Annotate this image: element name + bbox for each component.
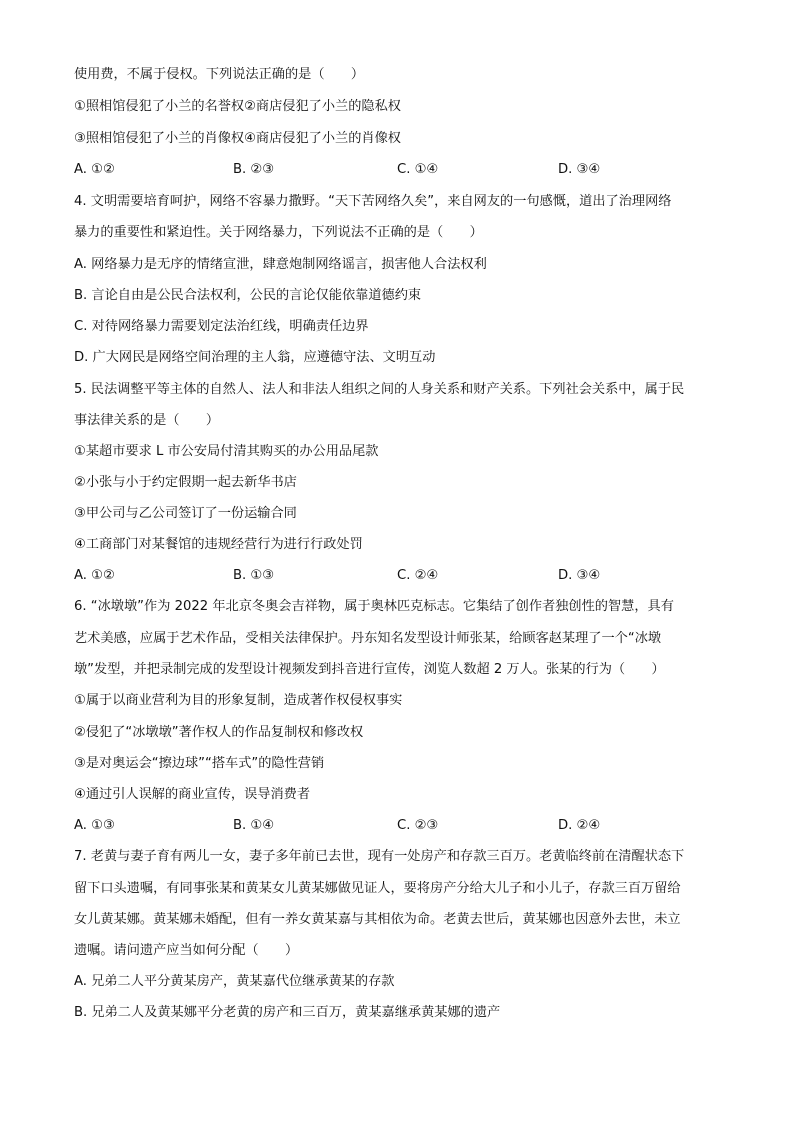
- q7-stem-line-1: 7. 老黄与妻子育有两儿一女，妻子多年前已去世，现有一处房产和存款三百万。老黄临终前在清醒状态下: [74, 849, 685, 864]
- q7-option-b: B. 兄弟二人及黄某娜平分老黄的房产和三百万，黄某嘉继承黄某娜的遗产: [74, 1005, 501, 1020]
- q7-stem-line-3: 女儿黄某娜。黄某娜未婚配，但有一养女黄某嘉与其相依为命。老黄去世后，黄某娜也因意外去世，未立: [74, 912, 681, 927]
- q5-statement-2: ②小张与小于约定假期一起去新华书店: [74, 475, 297, 490]
- q4-option-d: D. 广大网民是网络空间治理的主人翁，应遵德守法、文明互动: [74, 350, 436, 365]
- q7-stem-line-4: 遗嘱。请问遗产应当如何分配（ ）: [74, 943, 299, 958]
- q5-option-d: D. ③④: [558, 568, 601, 583]
- q5-statement-4: ④工商部门对某餐馆的违规经营行为进行行政处罚: [74, 537, 363, 552]
- q6-option-b: B. ①④: [233, 818, 275, 833]
- q6-statement-2: ②侵犯了“冰墩墩”著作权人的作品复制权和修改权: [74, 725, 364, 740]
- q7-stem-line-2: 留下口头遗嘱，有同事张某和黄某女儿黄某娜做见证人，要将房产分给大儿子和小儿子，存款三百万留给: [74, 881, 681, 896]
- q4-stem-line-1: 4. 文明需要培育呵护，网络不容暴力撒野。“天下苦网络久矣”，来自网友的一句感慨，道出了治理网络: [74, 194, 672, 209]
- q7-option-a: A. 兄弟二人平分黄某房产，黄某嘉代位继承黄某的存款: [74, 974, 395, 989]
- q5-option-a: A. ①②: [74, 568, 115, 583]
- q4-option-a: A. 网络暴力是无序的情绪宣泄，肆意炮制网络谣言，损害他人合法权利: [74, 257, 487, 272]
- q6-stem-line-1: 6. “冰墩墩”作为 2022 年北京冬奥会吉祥物，属于奥林匹克标志。它集结了创作者独创性的智慧，具有: [74, 599, 674, 614]
- q5-option-b: B. ①③: [233, 568, 275, 583]
- q5-statement-1: ①某超市要求 L 市公安局付清其购买的办公用品尾款: [74, 444, 379, 459]
- q4-option-c: C. 对待网络暴力需要划定法治红线，明确责任边界: [74, 319, 369, 334]
- q6-option-d: D. ②④: [558, 818, 601, 833]
- q3-statement-3-4: ③照相馆侵犯了小兰的肖像权④商店侵犯了小兰的肖像权: [74, 131, 401, 146]
- q3-option-c: C. ①④: [397, 162, 439, 177]
- q6-statement-1: ①属于以商业营利为目的形象复制，造成著作权侵权事实: [74, 693, 403, 708]
- q5-stem-line-2: 事法律关系的是（ ）: [74, 413, 220, 428]
- q5-option-c: C. ②④: [397, 568, 439, 583]
- q3-stem-continuation: 使用费，不属于侵权。下列说法正确的是（ ）: [74, 67, 365, 82]
- q5-stem-line-1: 5. 民法调整平等主体的自然人、法人和非法人组织之间的人身关系和财产关系。下列社会关系中，属于民: [74, 382, 685, 397]
- q6-statement-4: ④通过引人误解的商业宣传，误导消费者: [74, 787, 311, 802]
- q6-option-a: A. ①③: [74, 818, 115, 833]
- q6-statement-3: ③是对奥运会“擦边球”“搭车式”的隐性营销: [74, 756, 325, 771]
- q3-option-a: A. ①②: [74, 162, 115, 177]
- q3-statement-1-2: ①照相馆侵犯了小兰的名誉权②商店侵犯了小兰的隐私权: [74, 99, 401, 114]
- q5-statement-3: ③甲公司与乙公司签订了一份运输合同: [74, 506, 297, 521]
- q6-stem-line-2: 艺术美感，应属于艺术作品，受相关法律保护。丹东知名发型设计师张某，给顾客赵某理了一个“冰墩: [74, 631, 662, 646]
- q6-option-c: C. ②③: [397, 818, 439, 833]
- q4-option-b: B. 言论自由是公民合法权利，公民的言论仅能依靠道德约束: [74, 288, 422, 303]
- q4-stem-line-2: 暴力的重要性和紧迫性。关于网络暴力，下列说法不正确的是（ ）: [74, 225, 483, 240]
- q6-stem-line-3: 墩”发型，并把录制完成的发型设计视频发到抖音进行宣传，浏览人数超 2 万人。张某的行为（ ）: [74, 662, 665, 677]
- q3-option-d: D. ③④: [558, 162, 601, 177]
- q3-option-b: B. ②③: [233, 162, 275, 177]
